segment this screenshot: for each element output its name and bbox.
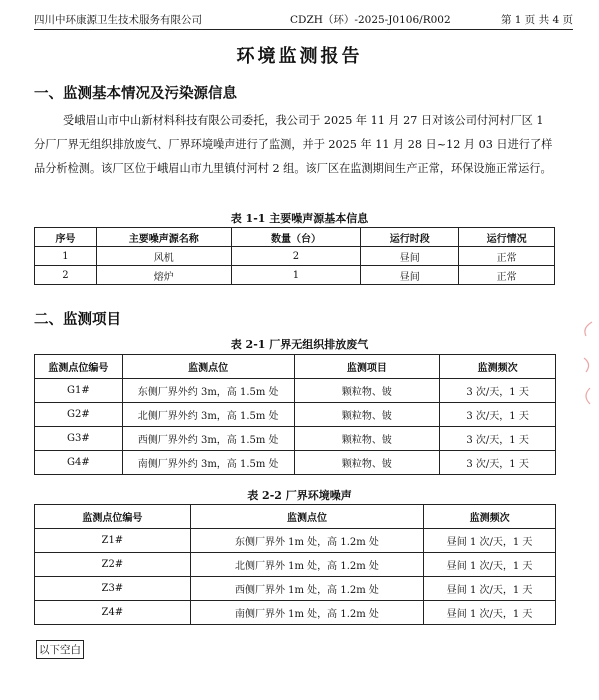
table-cell: 颗粒物、铍 (294, 403, 440, 427)
table-cell: 熔炉 (96, 266, 231, 285)
table-cell: G3# (35, 427, 123, 451)
table-row (35, 379, 556, 403)
table-cell: 1 (35, 247, 97, 266)
table-header-cell: 主要噪声源名称 (96, 228, 231, 247)
table-cell: 2 (231, 247, 361, 266)
table-cell: 3 次/天，1 天 (440, 427, 556, 451)
table-row (35, 403, 556, 427)
table-header-row (35, 228, 555, 247)
table-header-cell: 监测点位 (122, 355, 294, 379)
table-row (35, 529, 556, 553)
table-cell: 昼间 1 次/天，1 天 (424, 553, 556, 577)
table-header-cell: 数量（台） (231, 228, 361, 247)
noise-source-table (34, 227, 555, 285)
air-monitoring-table (34, 354, 556, 475)
table-row (35, 451, 556, 475)
table-1-caption: 表 1-1 主要噪声源基本信息 (230, 212, 369, 225)
table-row (35, 601, 556, 625)
table-cell: 北侧厂界外 1m 处，高 1.2m 处 (190, 553, 424, 577)
header-company: 四川中环康源卫生技术服务有限公司 (34, 14, 202, 26)
table-row (35, 577, 556, 601)
table-cell: Z4# (35, 601, 191, 625)
table-cell: 东侧厂界外 1m 处，高 1.2m 处 (190, 529, 424, 553)
seal-stamp-fragment (578, 318, 596, 413)
table-cell: 3 次/天，1 天 (440, 379, 556, 403)
table-cell: 颗粒物、铍 (294, 451, 440, 475)
table-header-cell: 运行时段 (361, 228, 459, 247)
table-row (35, 427, 556, 451)
table-header-row (35, 355, 556, 379)
table-cell: 风机 (96, 247, 231, 266)
table-cell: 西侧厂界外 1m 处，高 1.2m 处 (190, 577, 424, 601)
section-1-heading: 一、监测基本情况及污染源信息 (34, 85, 237, 102)
table-cell: 颗粒物、铍 (294, 427, 440, 451)
noise-monitoring-table (34, 504, 556, 625)
table-2-caption: 表 2-1 厂界无组织排放废气 (230, 338, 369, 351)
table-cell: 3 次/天，1 天 (440, 403, 556, 427)
table-cell: 昼间 1 次/天，1 天 (424, 577, 556, 601)
table-row (35, 247, 555, 266)
header-divider (34, 29, 573, 30)
table-cell: 东侧厂界外约 3m，高 1.5m 处 (122, 379, 294, 403)
table-cell: G4# (35, 451, 123, 475)
table-cell: G1# (35, 379, 123, 403)
table-cell: G2# (35, 403, 123, 427)
table-cell: 南侧厂界外约 3m，高 1.5m 处 (122, 451, 294, 475)
table-header-cell: 监测点位编号 (35, 505, 191, 529)
section-1-text: 受峨眉山市中山新材料科技有限公司委托，我公司于 2025 年 11 月 27 日对该公司付河村厂区 1 分厂厂界无组织排放废气、厂界环境噪声进行了监测，并于 2025 年 11 月 28 日~12 月 03 日进行了样品分析检测。该厂区位于峨眉山市九里镇付河村 2 组。该厂区在监测期间生产正常，环保设施正常运行。 (34, 114, 553, 175)
table-cell: 西侧厂界外约 3m，高 1.5m 处 (122, 427, 294, 451)
table-header-row (35, 505, 556, 529)
header-page-number: 第 1 页 共 4 页 (500, 14, 573, 26)
table-cell: 昼间 1 次/天，1 天 (424, 529, 556, 553)
table-cell: 北侧厂界外约 3m，高 1.5m 处 (122, 403, 294, 427)
table-row (35, 266, 555, 285)
table-cell: 3 次/天，1 天 (440, 451, 556, 475)
table-header-cell: 监测频次 (440, 355, 556, 379)
page-header (34, 12, 573, 30)
section-1-paragraph (34, 109, 554, 181)
table-cell: 1 (231, 266, 361, 285)
table-cell: Z1# (35, 529, 191, 553)
table-cell: 昼间 (361, 266, 459, 285)
table-cell: 昼间 (361, 247, 459, 266)
table-header-cell: 运行情况 (459, 228, 555, 247)
table-cell: Z3# (35, 577, 191, 601)
table-header-cell: 监测点位编号 (35, 355, 123, 379)
table-cell: Z2# (35, 553, 191, 577)
section-2-heading: 二、监测项目 (34, 311, 121, 328)
table-header-cell: 监测点位 (190, 505, 424, 529)
blank-below-note: 以下空白 (36, 640, 84, 659)
table-header-cell: 序号 (35, 228, 97, 247)
page-title: 环境监测报告 (236, 46, 363, 67)
table-cell: 昼间 1 次/天，1 天 (424, 601, 556, 625)
table-header-cell: 监测项目 (294, 355, 440, 379)
table-row (35, 553, 556, 577)
table-cell: 南侧厂界外 1m 处，高 1.2m 处 (190, 601, 424, 625)
table-cell: 正常 (459, 247, 555, 266)
table-cell: 正常 (459, 266, 555, 285)
header-doc-number: CDZH（环）-2025-J0106/R002 (290, 14, 451, 26)
table-cell: 2 (35, 266, 97, 285)
table-3-caption: 表 2-2 厂界环境噪声 (247, 489, 352, 502)
table-cell: 颗粒物、铍 (294, 379, 440, 403)
table-header-cell: 监测频次 (424, 505, 556, 529)
